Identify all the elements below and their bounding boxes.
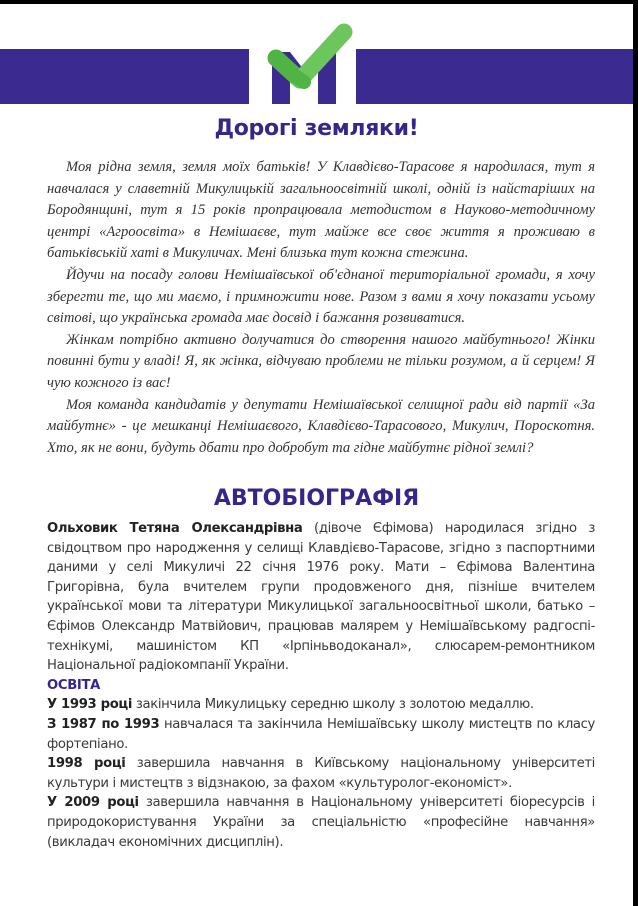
education-item [47,793,595,852]
education-lead: У 1993 році [47,697,132,713]
leaflet-page [0,4,633,906]
education-lead: 1998 році [47,756,126,772]
intro-paragraph: Моя команда кандидатів у депутати Немішаївської селищної ради від партії «За майбутнє» - це мешканці Немішаєвого, Клавдієво-Тарасового, Микулич, Пороскотня. Хто, як не вони, будуть дбати про добробут та гідне майбутнє рідної землі? [47,396,595,456]
education-item [47,695,595,715]
education-text: завершила навчання в Київському національному університеті культури і мистецтв з відзнакою, за фахом «культуролог-економіст». [47,756,595,791]
bio-body: (дівоче Єфімова) народилася згідно з свідоцтвом про народження у селищі Клавдієво-Тарасове, згідно з паспортними даними у селі Микуличі 22 січня 1976 року. Мати – Єфімова Валентина Григорівна, була вчителем групи продовженого дня, пізніше вчителем української мови та літератури Микулицької загальноосвітньої школи, батько – Єфімов Олександр Матвійович, працював малярем у Немішаївському радгоспі-технікумі, машиністом КП «Ірпіньводоканал», слюсарем-ремонтником Національної радіокомпанії України. [47,521,596,674]
education-text: навчалася та закінчила Немішаївську школу мистецтв по класу фортепіано. [47,716,595,752]
greeting-title: Дорогі земляки! [214,116,419,141]
intro-paragraph: Жінкам потрібно активно долучатися до створення нашого майбутнього! Жінки повинні бути у владі! Я, як жінка, відчуваю проблеми не тільки розумом, а й серцем! Я чую кожного із вас! [47,331,595,391]
education-item [47,754,595,793]
intro-paragraph: Моя рідна земля, земля моїх батьків! У Клавдієво-Тарасове я народилася, тут я навчалася у славетній Микулицькій загальноосвітній школі, одній із найстаріших на Бородянщині, тут я 15 років пропрацювала методистом в Науково-методичному центрі «Агроосвіта» в Немішаєве, тут майже все своє життя я проживаю в батьківській хаті в Микуличах. Мені близька тут кожна стежина. [47,159,595,262]
bio-paragraph [47,519,595,676]
banner-stripe-right [356,49,633,104]
m-checkmark-logo-icon [262,22,362,106]
education-text: завершила навчання в Національному університеті біоресурсів і природокористування України за спеціальністю «професійне навчання» (викладач економічних дисциплін). [47,795,595,850]
candidate-name: Ольховик Тетяна Олександрівна [47,521,303,536]
intro-text [47,157,595,459]
education-label: ОСВІТА [47,677,100,693]
autobiography-text [47,519,595,852]
banner-stripe-left [0,49,249,104]
education-item [47,715,595,754]
education-text: закінчила Микулицьку середню школу з золотою медаллю. [132,697,534,713]
autobiography-title: АВТОБІОГРАФІЯ [213,486,420,511]
education-lead: У 2009 році [47,795,139,811]
logo-check-joint [292,74,304,82]
intro-paragraph: Йдучи на посаду голови Немішаївської об'єднаної територіальної громади, я хочу зберегти те, що ми маємо, і примножити нове. Разом з вами я хочу показати усьому світові, що українська громада має досвід і бажання розвиватися. [47,266,595,327]
education-lead: З 1987 по 1993 [47,716,160,732]
